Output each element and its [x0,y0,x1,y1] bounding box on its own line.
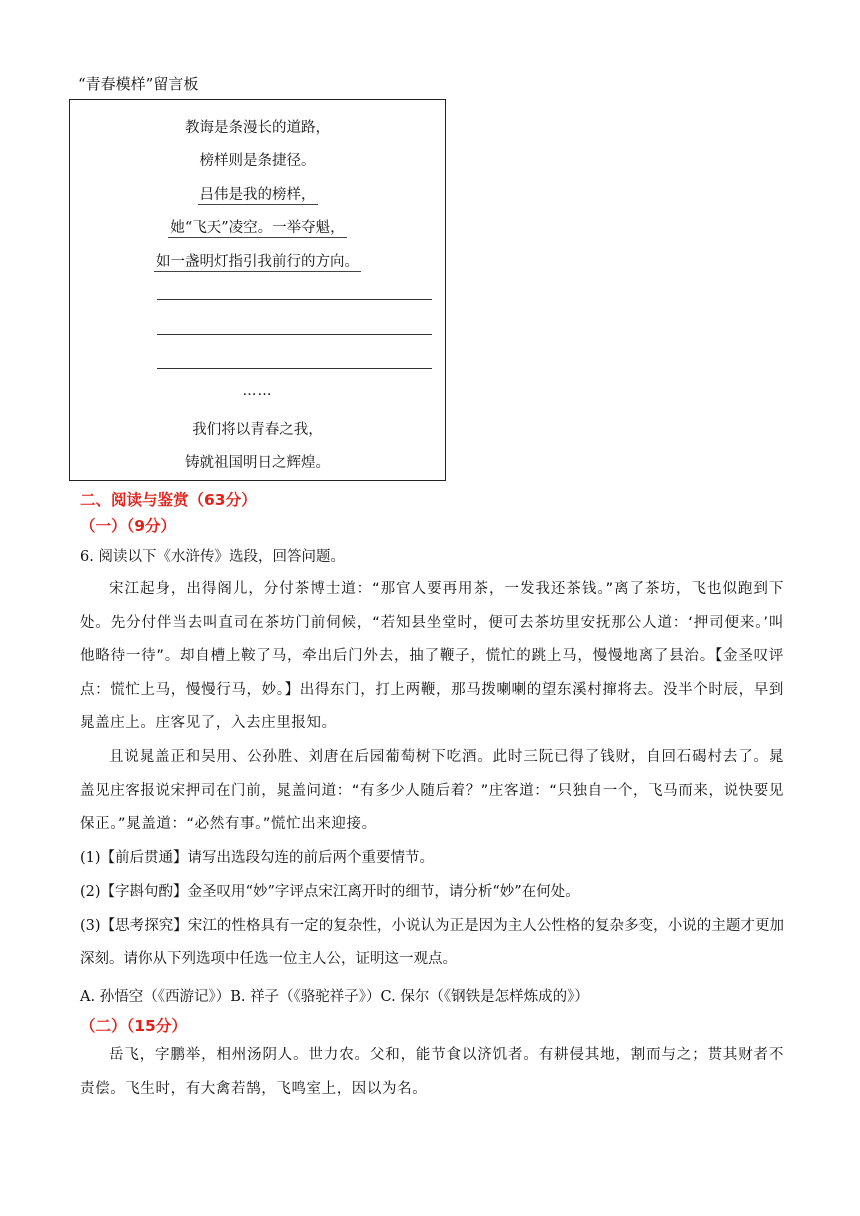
question-6-2: (2)【字斟句酌】金圣叹用“妙”字评点宋江离开时的细节，请分析“妙”在何处。 [80,884,580,900]
poem-line-3 [70,183,445,204]
poem-end-line-1: 我们将以青春之我， [192,422,323,438]
poem-line-4 [70,216,445,237]
passage-paragraph-3: 岳飞，字鹏举，相州汤阴人。世力农。父和，能节食以济饥者。有耕侵其地，割而与之；贳其财者不责偿。飞生时，有大禽若鹄，飞鸣室上，因以为名。 [80,1047,784,1097]
poem-ellipsis: …… [242,383,273,399]
message-board-title: “青春模样”留言板 [78,75,199,93]
message-board-box [69,99,446,481]
question-6-1: (1)【前后贯通】请写出选段勾连的前后两个重要情节。 [80,850,435,866]
poem-line-1: 教诲是条漫长的道路， [185,120,330,136]
poem-line-2: 榜样则是条捷径。 [199,153,316,169]
passage-paragraph-1: 宋江起身，出得阁儿，分付茶博士道：“那官人要再用茶，一发我还茶钱。”离了茶坊，飞也似跑到下处。先分付伴当去叫直司在茶坊门前伺候，“若知县坐堂时，便可去茶坊里安抚那公人道：‘押司便来。’叫他略待一待”。却自槽上鞍了马，牵出后门外去，抽了鞭子，慌忙的跳上马，慢慢地离了县治。【金圣叹评点：慌忙上马，慢慢行马，妙。】出得东门，打上两鞭，那马拨喇喇的望东溪村撺将去。没半个时辰，早到晁盖庄上。庄客见了，入去庄里报知。 [80,581,784,731]
subsection-heading-2: （二）（15分） [80,1017,187,1035]
poem-line-5-text: 如一盏明灯指引我前行的方向。 [156,254,359,270]
poem-line-3-text: 吕伟是我的榜样， [199,187,316,203]
poem-line-5 [70,250,445,271]
subsection-heading-1: （一）（9分） [80,517,177,535]
question-6-3: (3)【思考探究】宋江的性格具有一定的复杂性，小说认为正是因为主人公性格的复杂多变，小说的主题才更加深刻。请你从下列选项中任选一位主人公，证明这一观点。 [80,918,784,967]
answer-blank-2[interactable] [157,334,432,335]
passage-paragraph-2: 且说晁盖正和吴用、公孙胜、刘唐在后园葡萄树下吃酒。此时三阮已得了钱财，自回石碣村去了。晁盖见庄客报说宋押司在门前，晁盖问道：“有多少人随后着？”庄客道：“只独自一个，飞马而来，说快要见保正。”晁盖道：“必然有事。”慌忙出来迎接。 [80,749,784,832]
answer-blank-3[interactable] [157,368,432,369]
poem-line-4-text: 她“飞天”凌空。一举夺魁， [170,220,345,236]
poem-end-line-2: 铸就祖国明日之辉煌。 [185,455,330,471]
question-6-intro: 6. 阅读以下《水浒传》选段，回答问题。 [80,549,345,565]
answer-blank-1[interactable] [157,299,432,300]
section-heading: 二、阅读与鉴赏（63分） [80,491,257,509]
question-6-options: A. 孙悟空（《西游记》）B. 祥子（《骆驼祥子》）C. 保尔（《钢铁是怎样炼成的》） [80,989,589,1005]
